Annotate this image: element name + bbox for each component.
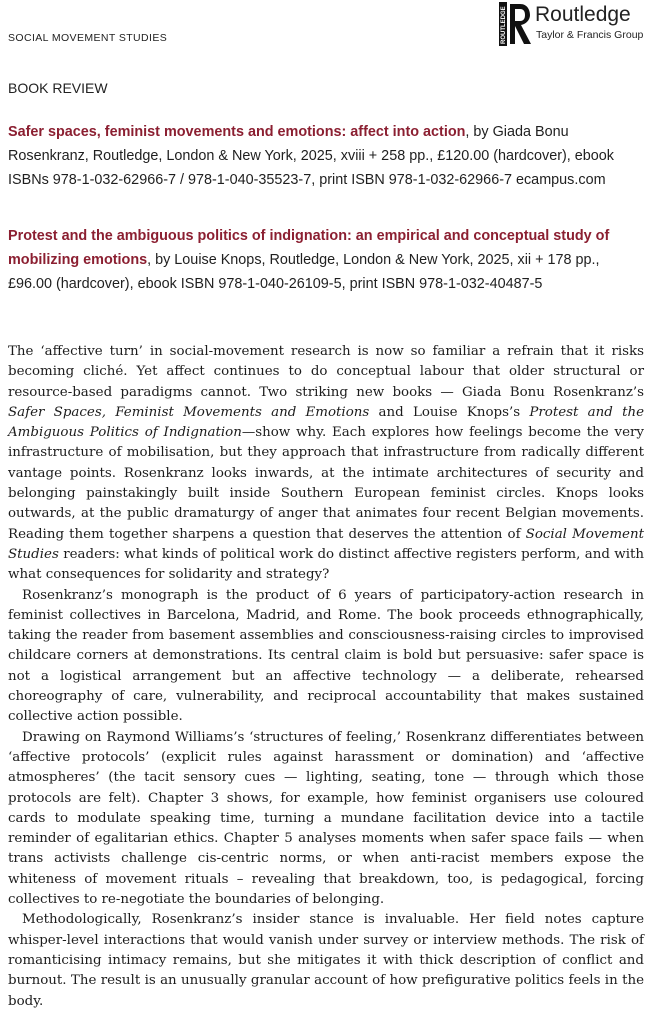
book-citation-2 [8, 224, 644, 296]
review-body [8, 342, 644, 1012]
routledge-mark-icon [498, 2, 532, 46]
book-title-2: Protest and the ambiguous politics of indignation: an empirical and conceptual study of mobilizing emotions [8, 228, 610, 268]
book-details-2: , by Louise Knops, Routledge, London & New York, 2025, xii + 178 pp., £96.00 (hardcover), ebook ISBN 978-1-040-26109-5, print ISBN 978-1-032-40487-5 [8, 252, 600, 292]
book-title-1: Safer spaces, feminist movements and emotions: affect into action [8, 124, 466, 140]
publisher-logo [498, 2, 648, 46]
publisher-subtitle: Taylor & Francis Group [536, 29, 644, 41]
book-details-1: , by Giada Bonu Rosenkranz, Routledge, London & New York, 2025, xviii + 258 pp., £120.00 (hardcover), ebook ISBNs 978-1-032-62966-7 / 978-1-040-35523-7, print ISBN 978-1-032-62966-7 ecampus.com [8, 124, 614, 188]
section-label: BOOK REVIEW [8, 80, 108, 96]
paragraph-4: Methodologically, Rosenkranz’s insider stance is invaluable. Her field notes capture whisper-level interactions that would vanish under survey or interview methods. The risk of romanticising intimacy remains, but she mitigates it with thick description of conflict and burnout. The result is an unusually granular account of how prefigurative politics feels in the body. [8, 912, 644, 1009]
publisher-name: Routledge [535, 3, 631, 26]
paragraph-1: The ‘affective turn’ in social-movement research is now so familiar a refrain that it risks becoming cliché. Yet affect continues to do conceptual labour that older structural or resource-based paradigms cannot. Two striking new books — Giada Bonu Rosenkranz’s Safer Spaces, Feminist Movements and Emotions and Louise Knops’s Protest and the Ambiguous Politics of Indignation—show why. Each explores how feelings become the very infrastructure of mobilisation, but they approach that infrastructure from radically different vantage points. Rosenkranz looks inwards, at the intimate architectures of security and belonging painstakingly built inside Southern European feminist circles. Knops looks outwards, at the public dramaturgy of anger that animates four recent Belgian movements. Reading them together sharpens a question that deserves the attention of Social Movement Studies readers: what kinds of political work do distinct affective registers perform, and with what consequences for solidarity and strategy? [8, 344, 645, 583]
book-citation-1 [8, 120, 644, 192]
paragraph-2: Rosenkranz’s monograph is the product of 6 years of participatory-action research in feminist collectives in Barcelona, Madrid, and Rome. The book proceeds ethnographically, taking the reader from basement assemblies and consciousness-raising circles to improvised childcare corners at demonstrations. Its central claim is bold but persuasive: safer space is not a logistical arrangement but an affective technology — a deliberate, rehearsed choreography of care, vulnerability, and reciprocal accountability that makes sustained collective action possible. [8, 587, 644, 725]
logo-vertical-text: ROUTLEDGE [501, 6, 508, 44]
journal-name: SOCIAL MOVEMENT STUDIES [8, 32, 168, 44]
paragraph-3: Drawing on Raymond Williams’s ‘structures of feeling,’ Rosenkranz differentiates between ‘affective protocols’ (explicit rules against harassment or domination) and ‘affective atmospheres’ (the tacit sensory cues — lighting, seating, tone — through which those protocols are felt). Chapter 3 shows, for example, how feminist organisers use coloured cards to modulate speaking time, turning a mundane facilitation device into a tactile reminder of egalitarian ethics. Chapter 5 analyses moments when safer space fails — when trans activists challenge cis-centric norms, or when anti-racist members expose the whiteness of movement rituals – revealing that breakdown, too, is pedagogical, forcing collectives to re-negotiate the boundaries of belonging. [8, 729, 644, 908]
